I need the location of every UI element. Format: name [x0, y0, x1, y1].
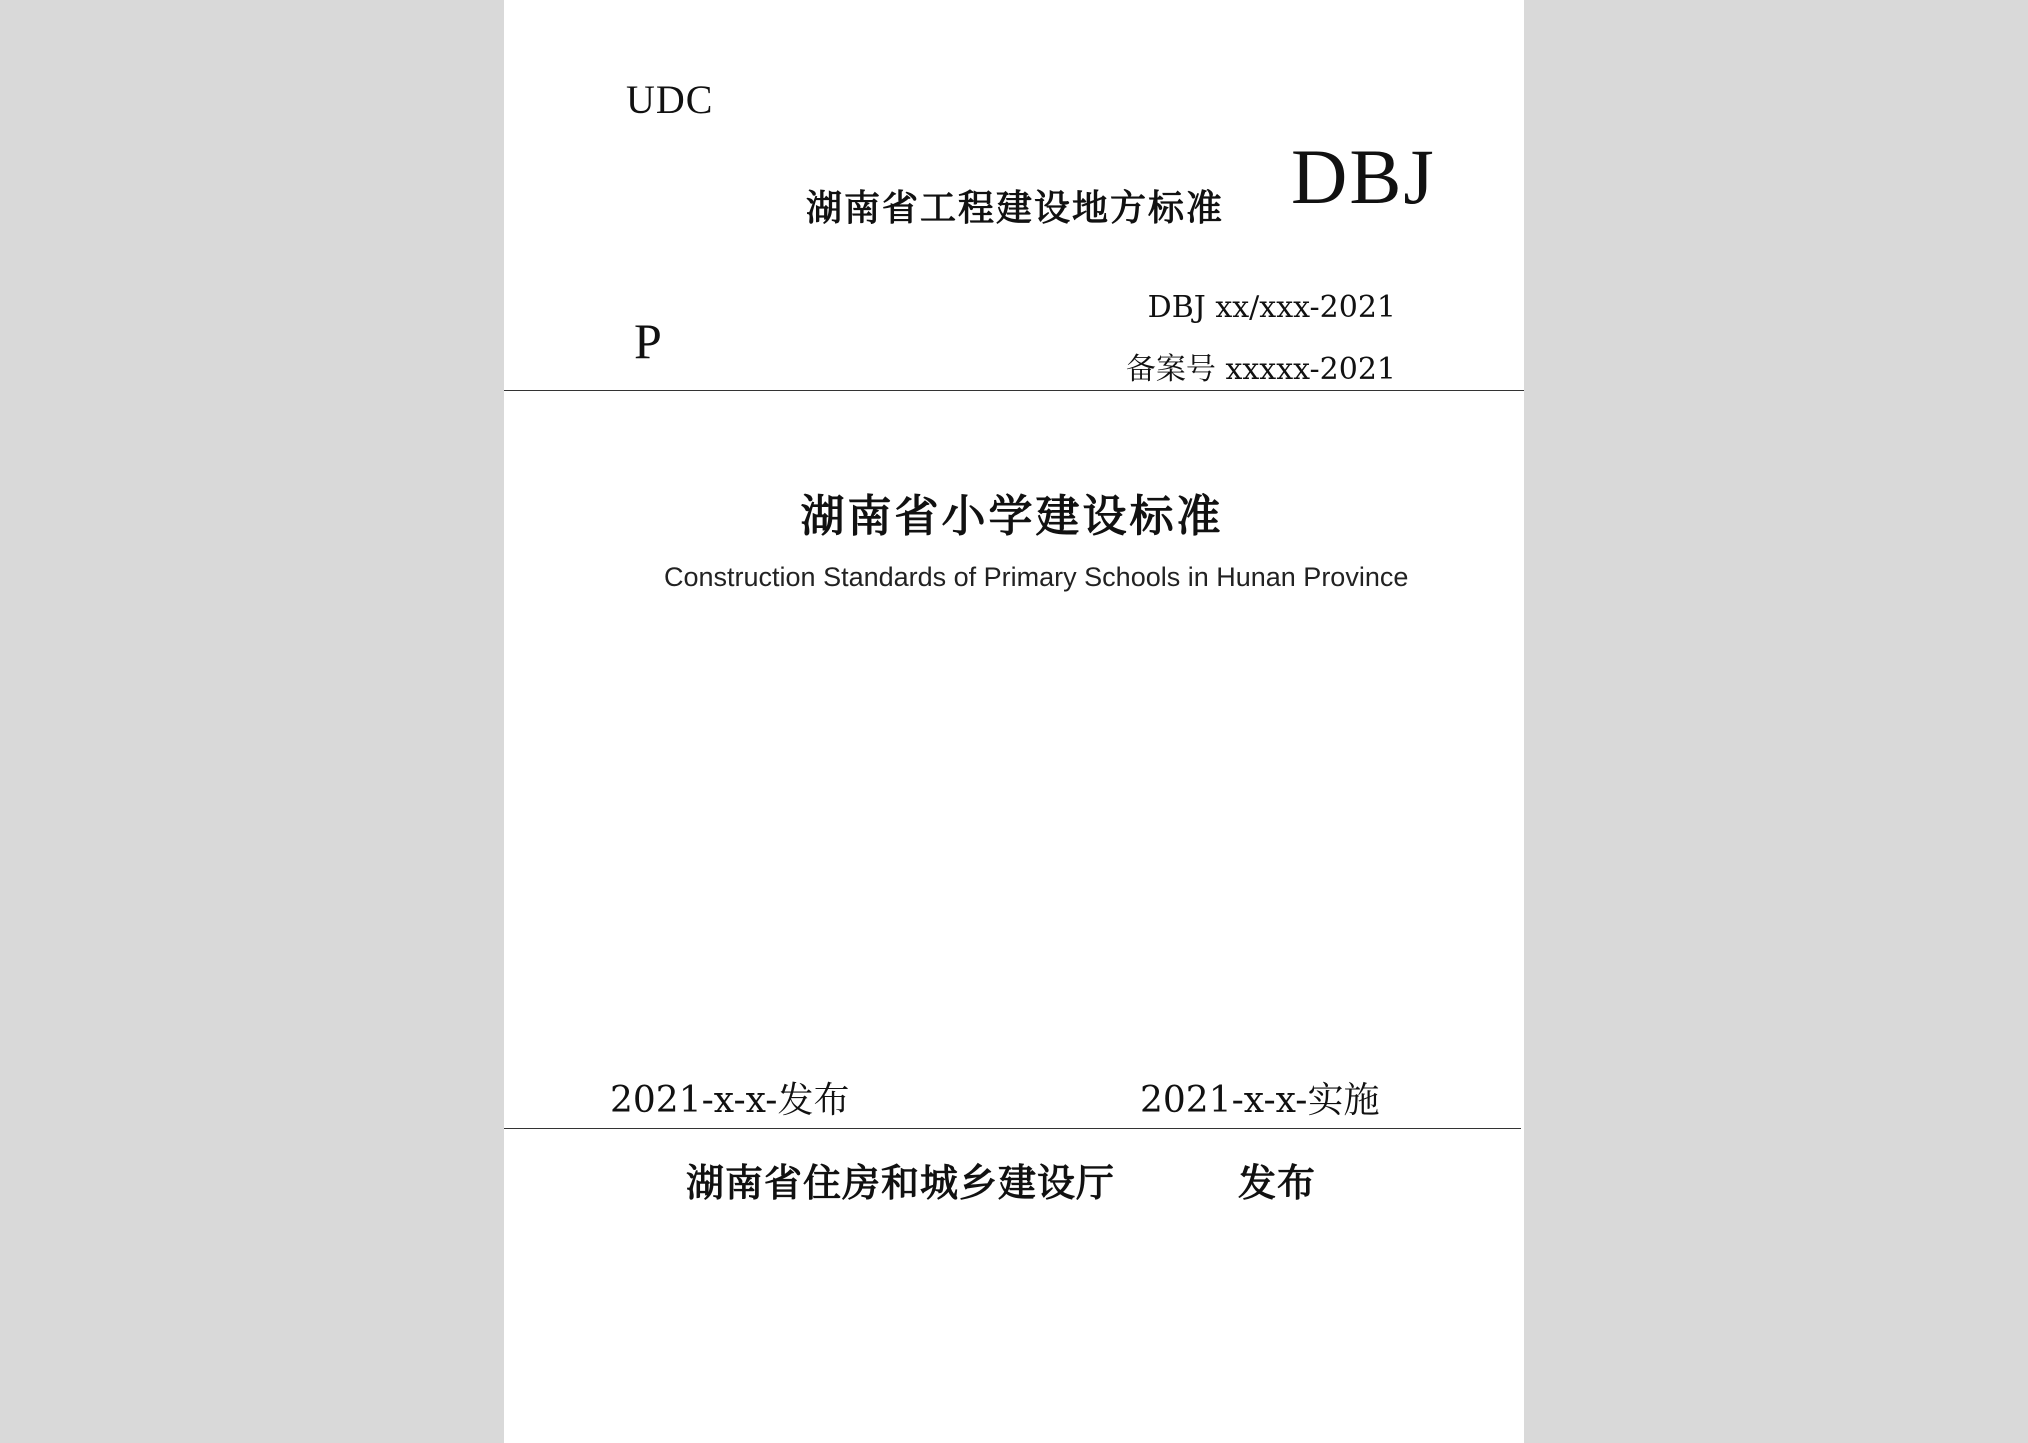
bottom-divider: [504, 1128, 1521, 1129]
issue-date: 2021-x-x-发布: [610, 1080, 850, 1121]
document-page: [504, 0, 1524, 1443]
dbj-mark: DBJ: [1291, 133, 1436, 220]
implement-date: 2021-x-x-实施: [1140, 1080, 1380, 1121]
publish-label: 发布: [1238, 1161, 1317, 1205]
top-divider: [504, 390, 1524, 391]
page-title: 湖南省小学建设标准: [800, 491, 1224, 542]
standard-number: DBJ xx/xxx-2021: [1147, 290, 1396, 325]
english-title: Construction Standards of Primary Schools in Hunan Province: [664, 562, 1409, 592]
issuer-name: 湖南省住房和城乡建设厅: [686, 1161, 1116, 1205]
header-title: 湖南省工程建设地方标准: [806, 188, 1225, 229]
classification-code: P: [634, 313, 662, 369]
record-number: 备案号 xxxxx-2021: [1125, 352, 1396, 387]
udc-label: UDC: [626, 77, 714, 122]
